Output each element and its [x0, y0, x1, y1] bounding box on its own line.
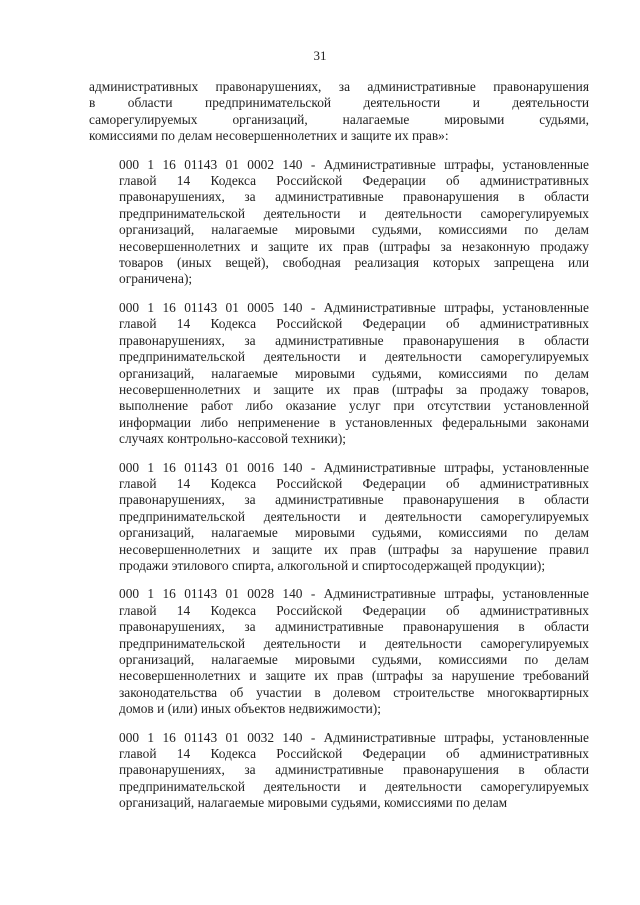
paragraph-line: 000 1 16 01143 01 0002 140 - Административные штрафы, установленные: [119, 156, 589, 172]
paragraph-line: организаций, налагаемые мировыми судьями, комиссиями по делам: [119, 525, 589, 541]
paragraph-line: правонарушениях, за административные правонарушения в области: [119, 762, 589, 778]
document-paragraph: [89, 79, 589, 145]
paragraph-line: предпринимательской деятельности и деятельности саморегулируемых: [119, 349, 589, 365]
paragraph-line: главой 14 Кодекса Российской Федерации об административных: [119, 316, 589, 332]
paragraph-line: несовершеннолетних и защите их прав (штрафы за нарушение правил: [119, 541, 589, 557]
paragraph-line: товаров (иных вещей), свободная реализация которых запрещена или: [119, 255, 589, 271]
paragraph-line: предпринимательской деятельности и деятельности саморегулируемых: [119, 635, 589, 651]
paragraph-line: несовершеннолетних и защите их прав (штрафы за продажу товаров,: [119, 381, 589, 397]
paragraph-line: продажи этилового спирта, алкогольной и спиртосодержащей продукции);: [119, 557, 546, 573]
paragraph-line: 000 1 16 01143 01 0005 140 - Административные штрафы, установленные: [119, 299, 589, 315]
paragraph-line: административных правонарушениях, за административные правонарушения: [89, 79, 589, 94]
paragraph-line: предпринимательской деятельности и деятельности саморегулируемых: [119, 508, 589, 524]
paragraph-line: несовершеннолетних и защите их прав (штрафы за незаконную продажу: [119, 238, 589, 254]
paragraph-line: правонарушениях, за административные правонарушения в области: [119, 189, 589, 205]
document-paragraph: [89, 586, 589, 717]
paragraph-line: главой 14 Кодекса Российской Федерации об административных: [119, 746, 589, 762]
document-paragraph: [89, 460, 589, 575]
paragraph-line: правонарушениях, за административные правонарушения в области: [119, 332, 589, 348]
paragraph-line: несовершеннолетних и защите их прав (штрафы за нарушение требований: [119, 668, 589, 684]
paragraph-line: домов и (или) иных объектов недвижимости);: [119, 701, 381, 717]
paragraph-line: организаций, налагаемые мировыми судьями, комиссиями по делам: [119, 652, 589, 667]
paragraph-line: 000 1 16 01143 01 0028 140 - Административные штрафы, установленные: [119, 586, 589, 602]
paragraph-line: главой 14 Кодекса Российской Федерации об административных: [119, 475, 589, 491]
document-paragraph: [89, 157, 589, 288]
paragraph-line: предпринимательской деятельности и деятельности саморегулируемых: [119, 778, 589, 794]
paragraph-line: в области предпринимательской деятельности и деятельности: [89, 95, 589, 111]
paragraph-line: 000 1 16 01143 01 0032 140 - Административные штрафы, установленные: [119, 729, 589, 745]
paragraph-line: информации либо неприменение в установленных федеральными законами: [119, 414, 589, 430]
paragraph-line: выполнение работ либо оказание услуг при отсутствии установленной: [119, 398, 589, 414]
paragraph-line: правонарушениях, за административные правонарушения в области: [119, 492, 589, 508]
paragraph-line: 000 1 16 01143 01 0016 140 - Административные штрафы, установленные: [119, 459, 589, 475]
paragraph-line: правонарушениях, за административные правонарушения в области: [119, 619, 589, 635]
paragraph-line: ограничена);: [119, 271, 193, 287]
paragraph-line: главой 14 Кодекса Российской Федерации об административных: [119, 602, 589, 618]
paragraph-line: организаций, налагаемые мировыми судьями, комиссиями по делам: [119, 795, 508, 811]
paragraph-line: законодательства об участии в долевом строительстве многоквартирных: [119, 684, 589, 700]
paragraph-line: организаций, налагаемые мировыми судьями, комиссиями по делам: [119, 365, 589, 381]
page-number: 31: [313, 48, 327, 63]
document-paragraph: [89, 300, 589, 448]
paragraph-line: саморегулируемых организаций, налагаемые мировыми судьями,: [89, 111, 589, 127]
paragraph-line: комиссиями по делам несовершеннолетних и защите их прав»:: [89, 128, 449, 144]
document-body: [89, 79, 589, 812]
document-paragraph: [89, 730, 589, 812]
paragraph-line: организаций, налагаемые мировыми судьями, комиссиями по делам: [119, 222, 589, 238]
paragraph-line: предпринимательской деятельности и деятельности саморегулируемых: [119, 205, 589, 221]
paragraph-line: главой 14 Кодекса Российской Федерации об административных: [119, 173, 589, 189]
paragraph-line: случаях контрольно-кассовой техники);: [119, 431, 346, 447]
